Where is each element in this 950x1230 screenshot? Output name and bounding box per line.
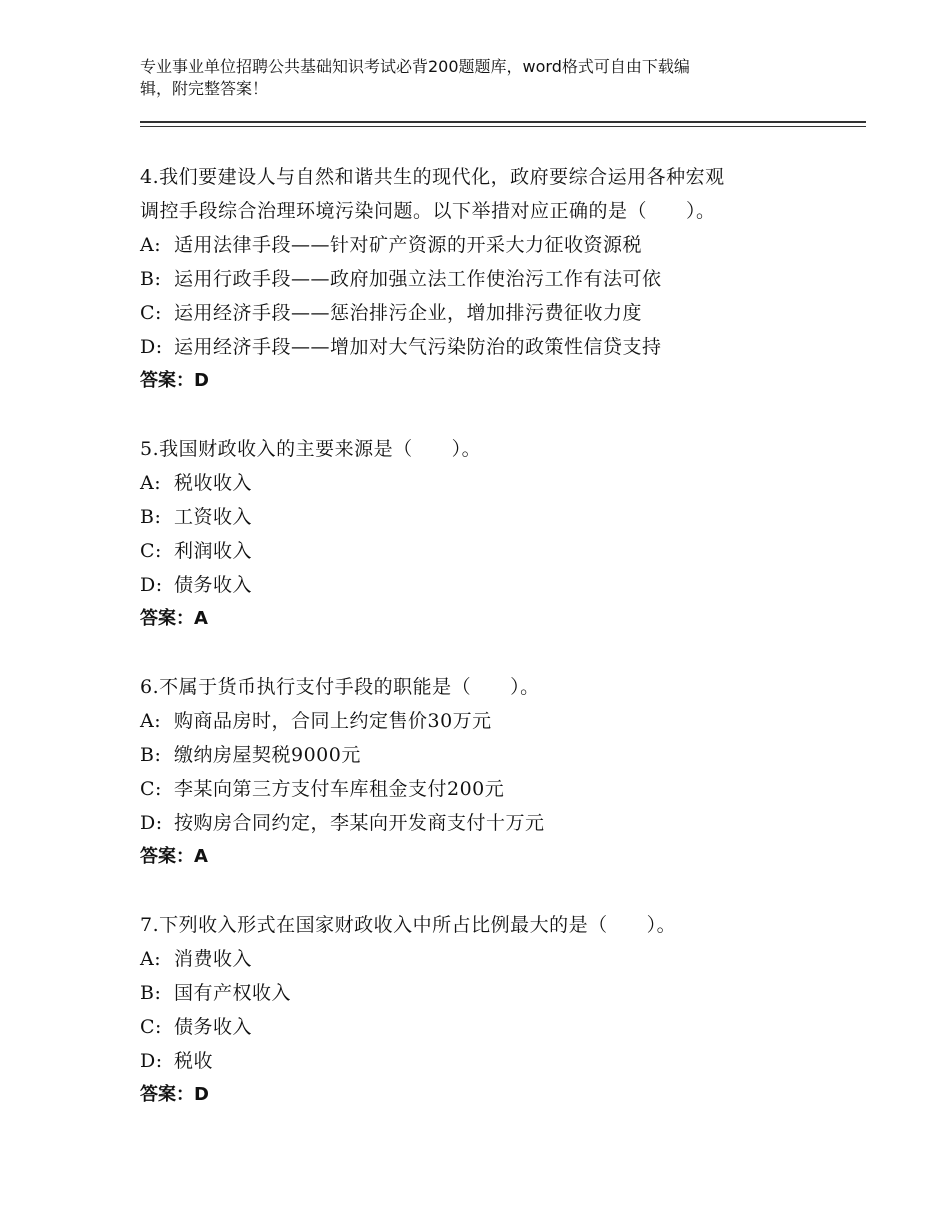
option-label: D:: [140, 336, 163, 358]
option-text: 适用法律手段——针对矿产资源的开采大力征收资源税: [174, 234, 643, 256]
option-d: [140, 568, 840, 602]
option-text: 李某向第三方支付车库租金支付200元: [174, 778, 505, 800]
option-text: 债务收入: [174, 574, 253, 596]
option-label: A:: [140, 472, 162, 494]
option-label: B:: [140, 268, 162, 290]
option-a: [140, 466, 840, 500]
option-label: D:: [140, 812, 163, 834]
option-a: [140, 942, 840, 976]
option-text: 按购房合同约定，李某向开发商支付十万元: [174, 812, 545, 834]
question-stem-line: 5.我国财政收入的主要来源是（ ）。: [140, 438, 482, 460]
option-b: [140, 976, 840, 1010]
option-label: D:: [140, 574, 163, 596]
question-6: [140, 670, 840, 874]
option-d: [140, 1044, 840, 1078]
option-text: 缴纳房屋契税9000元: [174, 744, 361, 766]
option-text: 运用行政手段——政府加强立法工作使治污工作有法可依: [174, 268, 662, 290]
option-b: [140, 738, 840, 772]
question-stem-line: 调控手段综合治理环境污染问题。以下举措对应正确的是（ ）。: [140, 200, 716, 222]
option-label: A:: [140, 710, 162, 732]
option-d: [140, 330, 840, 364]
option-text: 税收收入: [174, 472, 253, 494]
option-c: [140, 296, 840, 330]
option-text: 债务收入: [174, 1016, 253, 1038]
option-label: B:: [140, 744, 162, 766]
option-c: [140, 1010, 840, 1044]
answer-line: 答案：D: [140, 370, 209, 391]
option-label: B:: [140, 982, 162, 1004]
option-text: 运用经济手段——增加对大气污染防治的政策性信贷支持: [174, 336, 662, 358]
option-label: C:: [140, 778, 162, 800]
question-stem-line: 4.我们要建设人与自然和谐共生的现代化，政府要综合运用各种宏观: [140, 166, 725, 188]
question-4: [140, 160, 840, 398]
option-c: [140, 772, 840, 806]
option-label: A:: [140, 948, 162, 970]
question-stem-line: 7.下列收入形式在国家财政收入中所占比例最大的是（ ）。: [140, 914, 677, 936]
question-7: [140, 908, 840, 1112]
option-text: 工资收入: [174, 506, 253, 528]
answer-line: 答案：D: [140, 1084, 209, 1105]
question-stem-line: 6.不属于货币执行支付手段的职能是（ ）。: [140, 676, 540, 698]
header-line-1: 专业事业单位招聘公共基础知识考试必背200题题库，word格式可自由下载编: [140, 57, 690, 76]
option-a: [140, 704, 840, 738]
answer-line: 答案：A: [140, 608, 208, 629]
option-label: C:: [140, 1016, 162, 1038]
header-divider-thin: [140, 126, 866, 127]
header-line-2: 辑，附完整答案！: [140, 79, 269, 98]
question-5: [140, 432, 840, 636]
header-divider-thick: [140, 121, 866, 123]
answer-line: 答案：A: [140, 846, 208, 867]
option-label: D:: [140, 1050, 163, 1072]
option-text: 消费收入: [174, 948, 253, 970]
option-text: 购商品房时，合同上约定售价30万元: [174, 710, 492, 732]
option-c: [140, 534, 840, 568]
option-label: A:: [140, 234, 162, 256]
option-label: B:: [140, 506, 162, 528]
option-b: [140, 500, 840, 534]
document-header: [140, 56, 800, 100]
option-text: 运用经济手段——惩治排污企业，增加排污费征收力度: [174, 302, 643, 324]
option-label: C:: [140, 540, 162, 562]
option-text: 利润收入: [174, 540, 253, 562]
option-a: [140, 228, 840, 262]
option-d: [140, 806, 840, 840]
option-b: [140, 262, 840, 296]
option-text: 税收: [174, 1050, 214, 1072]
question-list: [140, 160, 840, 1146]
option-text: 国有产权收入: [174, 982, 292, 1004]
option-label: C:: [140, 302, 162, 324]
